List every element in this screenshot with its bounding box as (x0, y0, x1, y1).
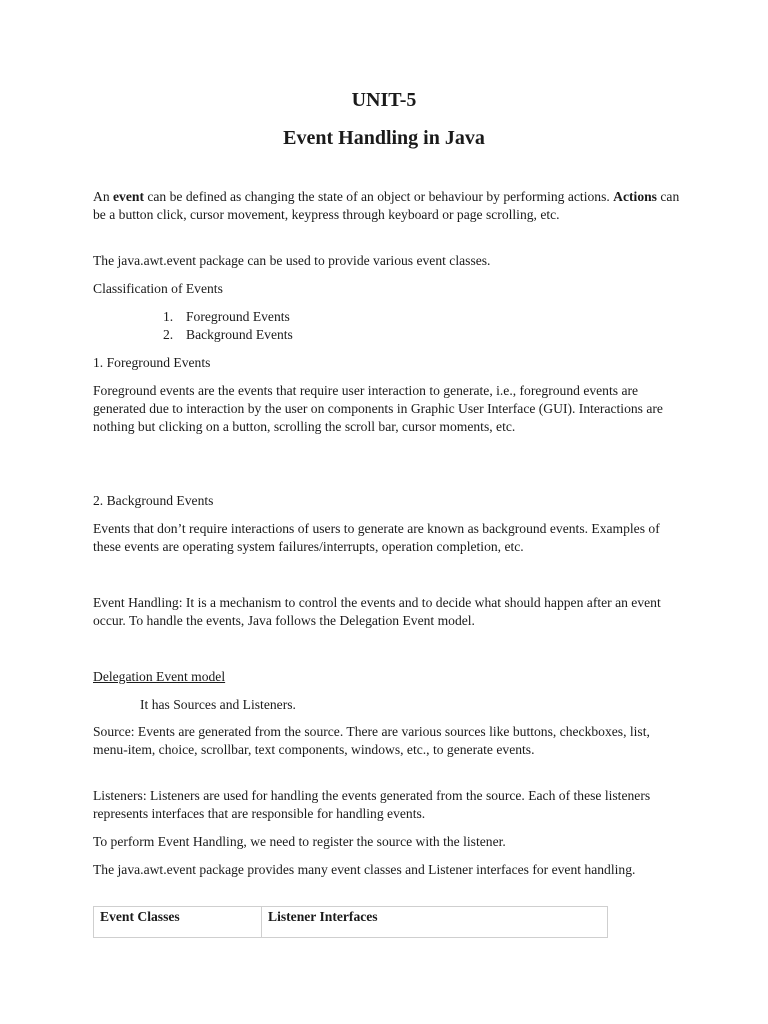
intro-bold-actions: Actions (613, 189, 657, 204)
header-listener-interfaces: Listener Interfaces (262, 907, 608, 938)
intro-paragraph (93, 188, 681, 224)
page-title: Event Handling in Java (283, 127, 485, 149)
intro-text-b: can be defined as changing the state of an object or behaviour by performing actions. (143, 189, 614, 204)
header-event-classes: Event Classes (94, 907, 262, 938)
provides-paragraph: The java.awt.event package provides many event classes and Listener interfaces for event handling. (93, 862, 636, 877)
list-item: 2. Background Events (163, 327, 293, 342)
intro-bold-event: event (113, 189, 144, 204)
intro-text-a: An (93, 189, 114, 204)
list-item: 1. Foreground Events (163, 309, 290, 324)
background-paragraph: Events that don’t require interactions of users to generate are known as background events. Examples of these events are operating system failures/interrupts, operation completion, etc. (93, 521, 660, 554)
package-line: The java.awt.event package can be used to provide various event classes. (93, 253, 491, 268)
listeners-paragraph: Listeners: Listeners are used for handling the events generated from the source. Each of these listeners represents interfaces that are responsible for handling events. (93, 788, 651, 821)
table-header-row (94, 907, 608, 938)
background-heading: 2. Background Events (93, 493, 214, 508)
register-paragraph: To perform Event Handling, we need to register the source with the listener. (93, 834, 506, 849)
classification-list (163, 308, 293, 344)
event-handling-paragraph: Event Handling: It is a mechanism to control the events and to decide what should happen after an event occur. To handle the events, Java follows the Delegation Event model. (93, 595, 661, 628)
foreground-paragraph: Foreground events are the events that require user interaction to generate, i.e., foreground events are generated due to interaction by the user on components in Graphic User Interface (GUI). Interactions are nothing but clicking on a button, scrolling the scroll bar, cursor moments, etc. (93, 383, 663, 434)
source-paragraph: Source: Events are generated from the source. There are various sources like buttons, checkboxes, list, menu-item, choice, scrollbar, text components, windows, etc., to generate events. (93, 724, 650, 757)
event-classes-table (93, 906, 608, 938)
delegation-sub: It has Sources and Listeners. (140, 697, 296, 712)
foreground-heading: 1. Foreground Events (93, 355, 211, 370)
intro-text-c: can be a button click, cursor movement, keypress through keyboard or page scrolling, etc. (93, 189, 680, 222)
classification-heading: Classification of Events (93, 281, 223, 296)
delegation-heading: Delegation Event model (93, 669, 226, 684)
unit-title: UNIT-5 (351, 89, 417, 111)
